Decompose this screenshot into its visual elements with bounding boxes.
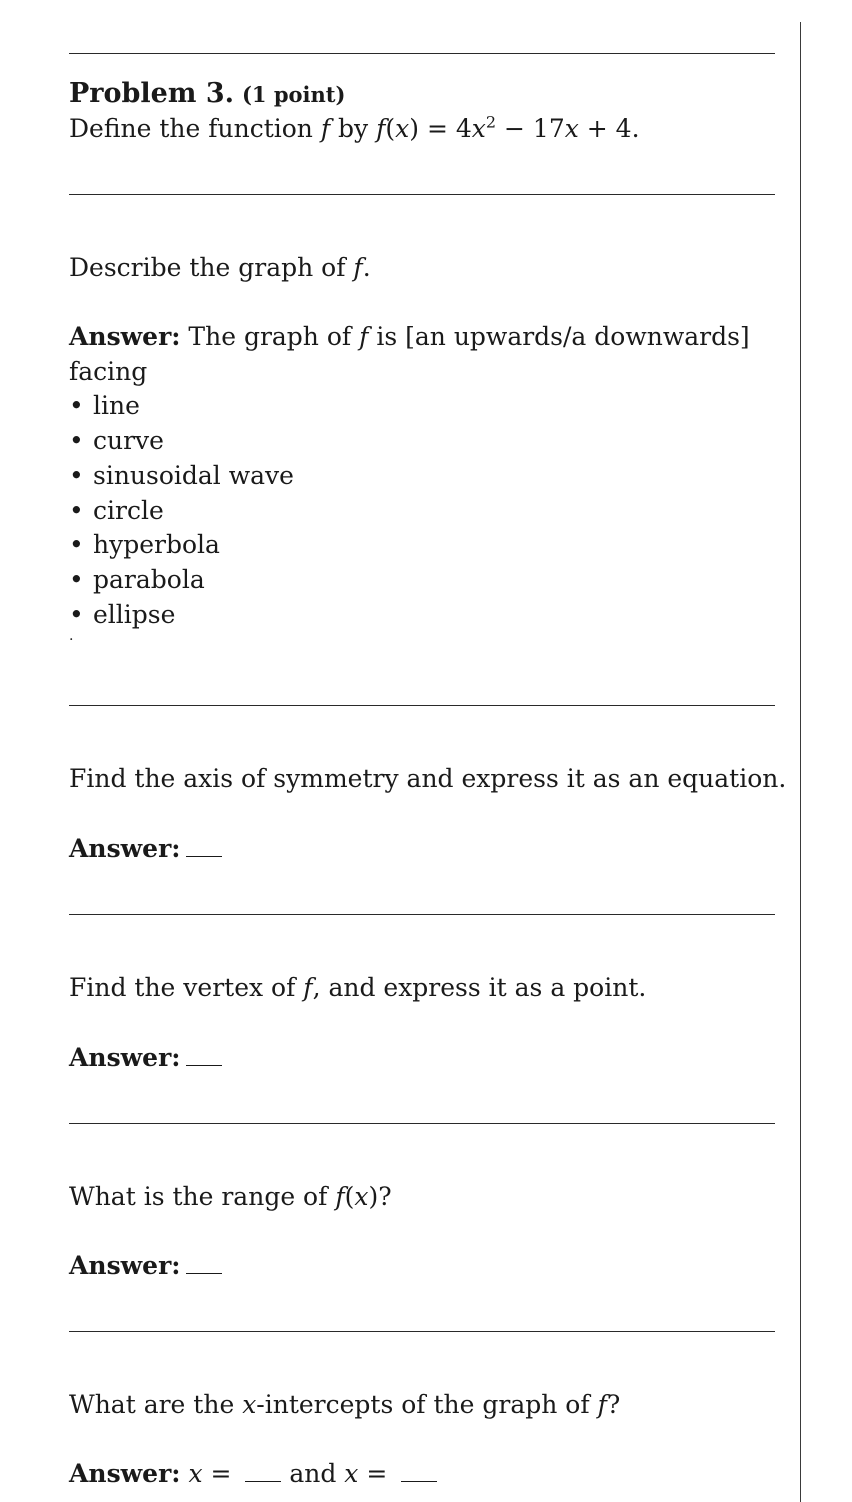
option-item[interactable] (69, 496, 164, 526)
option-label: sinusoidal wave (93, 461, 294, 490)
variable-symbol: x (188, 1459, 203, 1488)
function-symbol: f (597, 1390, 607, 1419)
answer-text: and (281, 1459, 345, 1488)
prompt-text: ( (344, 1182, 355, 1211)
bullet-icon: • (69, 461, 84, 490)
answer-text: The graph of (180, 322, 360, 351)
answer-label: Answer: (69, 1043, 181, 1072)
option-label: curve (93, 426, 164, 455)
definition-text: ( (385, 114, 396, 143)
divider-3 (69, 914, 775, 915)
variable-symbol: x (242, 1390, 257, 1419)
prompt-text: . (362, 253, 371, 282)
vertex-answer-blank[interactable] (186, 1051, 222, 1066)
option-item[interactable] (69, 565, 205, 595)
right-margin-rule (800, 22, 801, 1502)
definition-text: + 4. (578, 114, 640, 143)
option-label: hyperbola (93, 530, 220, 559)
definition-text: ) = 4 (409, 114, 472, 143)
prompt-text: )? (368, 1182, 392, 1211)
function-symbol: f (353, 253, 363, 282)
direction-dropdown[interactable]: is [an upwards/a downwards] (368, 322, 750, 351)
part2-answer-line (69, 834, 222, 864)
part1-prompt (69, 253, 371, 283)
divider-top (69, 53, 775, 54)
variable-symbol: x (564, 114, 579, 143)
prompt-text: What is the range of (69, 1182, 336, 1211)
bullet-icon: • (69, 391, 84, 420)
option-item[interactable] (69, 530, 220, 560)
variable-symbol: x (395, 114, 410, 143)
function-symbol: f (376, 114, 386, 143)
prompt-text: , and express it as a point. (312, 973, 647, 1002)
divider-2 (69, 705, 775, 706)
prompt-text: Describe the graph of (69, 253, 354, 282)
part4-answer-line (69, 1251, 222, 1281)
bullet-icon: • (69, 565, 84, 594)
exponent: 2 (485, 112, 497, 132)
intercept1-answer-blank[interactable] (245, 1467, 281, 1482)
trailing-period: . (69, 628, 74, 644)
answer-label: Answer: (69, 322, 181, 351)
variable-symbol: x (344, 1459, 359, 1488)
divider-5 (69, 1331, 775, 1332)
part1-answer-line (69, 322, 750, 352)
function-symbol: f (303, 973, 313, 1002)
function-symbol: f (320, 114, 331, 143)
divider-1 (69, 194, 775, 195)
problem-points: (1 point) (241, 82, 346, 107)
function-symbol: f (335, 1182, 345, 1211)
option-label: parabola (93, 565, 205, 594)
range-answer-blank[interactable] (186, 1259, 222, 1274)
axis-answer-blank[interactable] (186, 842, 222, 857)
option-item[interactable] (69, 600, 175, 630)
option-label: ellipse (93, 600, 176, 629)
problem-title-line (69, 78, 345, 110)
answer-label: Answer: (69, 1459, 181, 1488)
problem-definition (69, 114, 640, 144)
variable-symbol: x (471, 114, 486, 143)
bullet-icon: • (69, 600, 84, 629)
bullet-icon: • (69, 496, 84, 525)
answer-label: Answer: (69, 1251, 181, 1280)
part3-answer-line (69, 1043, 222, 1073)
prompt-text: What are the (69, 1390, 243, 1419)
intercept2-answer-blank[interactable] (401, 1467, 437, 1482)
option-item[interactable] (69, 461, 294, 491)
prompt-text: ? (606, 1390, 621, 1419)
option-item[interactable] (69, 426, 164, 456)
option-item[interactable] (69, 391, 140, 421)
bullet-icon: • (69, 426, 84, 455)
divider-4 (69, 1123, 775, 1124)
definition-text: Define the function (69, 114, 321, 143)
prompt-text: Find the vertex of (69, 973, 304, 1002)
problem-title: Problem 3. (69, 78, 235, 109)
prompt-text: -intercepts of the graph of (256, 1390, 598, 1419)
option-label: line (93, 391, 140, 420)
answer-text: = (358, 1459, 396, 1488)
part1-answer-line2: facing (69, 357, 148, 386)
variable-symbol: x (354, 1182, 369, 1211)
part5-prompt (69, 1390, 620, 1420)
bullet-icon: • (69, 530, 84, 559)
part3-prompt (69, 973, 646, 1003)
option-label: circle (93, 496, 164, 525)
part5-answer-line (69, 1459, 437, 1489)
part2-prompt: Find the axis of symmetry and express it as an equation. (69, 764, 787, 793)
part4-prompt (69, 1182, 392, 1212)
function-symbol: f (359, 322, 369, 351)
definition-text: − 17 (496, 114, 565, 143)
definition-text: by (330, 114, 377, 143)
answer-label: Answer: (69, 834, 181, 863)
answer-text: = (202, 1459, 240, 1488)
